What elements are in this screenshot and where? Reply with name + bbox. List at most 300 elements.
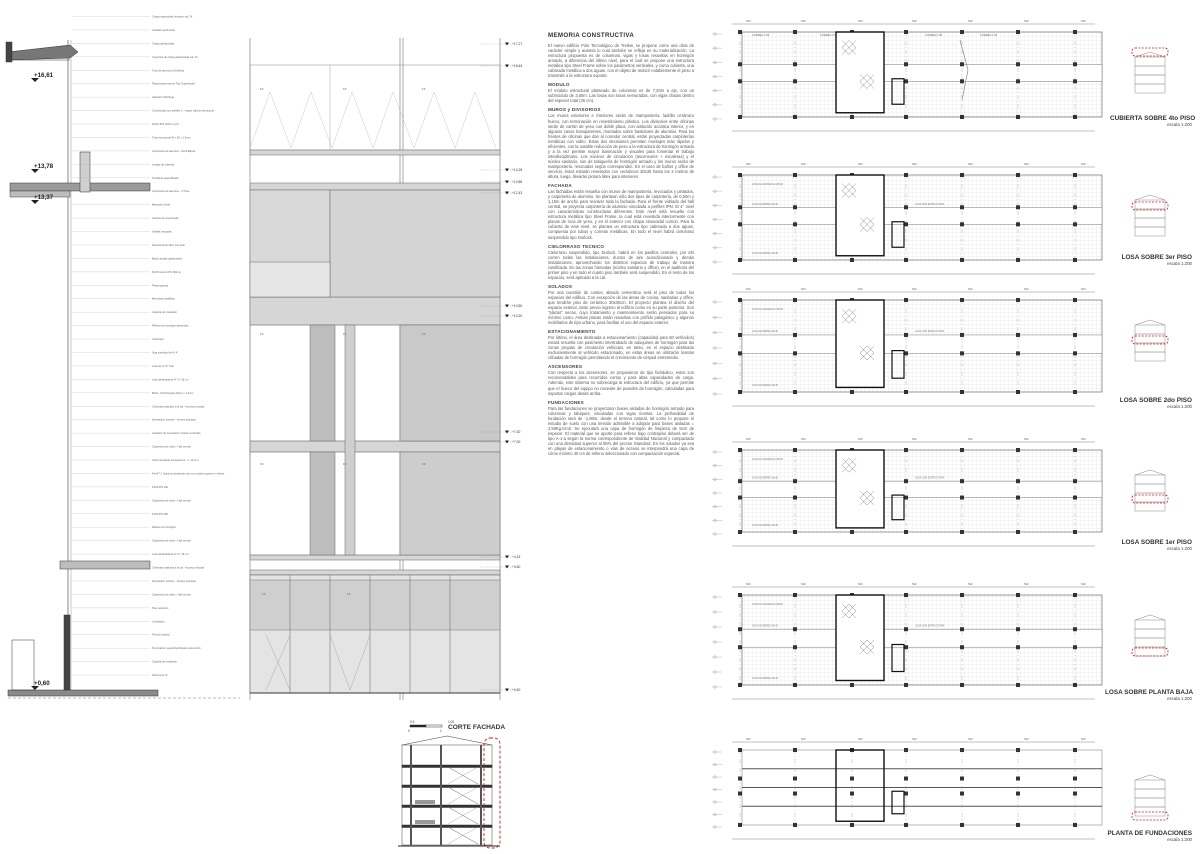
column [1073,79,1077,83]
column [960,351,964,355]
column [960,748,964,752]
column [310,325,335,441]
panel-mark: FF [422,462,426,466]
column [1016,62,1020,66]
core-walls [836,450,884,528]
planter-box [12,640,34,690]
key-section [1132,775,1168,820]
column [1016,258,1020,262]
floor-plan [712,582,1168,699]
column [1073,823,1077,827]
column [1016,823,1020,827]
annotation: Conformado con perfiles C - según cálculo estructural [152,109,214,113]
memoria-section-title: SOLADOS [548,283,573,289]
annotation: Caucho de impermeab. [152,217,179,221]
key-roof [1135,470,1165,475]
column [738,62,742,66]
column [904,748,908,752]
dimension-label: 540 [746,737,751,741]
annotation: Terminación superficial Alisado cementicio [152,647,201,651]
annotation: Piedra granza [152,284,169,288]
column [410,745,412,845]
level-label: +0,60 [512,688,521,692]
dimension-label: 540 [968,737,973,741]
column [738,79,742,83]
annotation: Chapa galvanizada [152,42,175,46]
column [904,683,908,687]
memoria-section-text: El módulo estructural planteado de columnas es de 7,20m a eje, con un submódulo de 3,60m. Las losas son losas nervuradas, con vigas chatas dentro del espesor total (35 cm). [548,88,694,104]
column [1073,173,1077,177]
level-label: +14,25 [512,168,523,172]
dimension-label: 540 [801,162,806,166]
column [793,683,797,687]
dimension-label: 540 [912,19,917,23]
dimension-label: 540 [1081,437,1086,441]
annotation: Cielorraso [152,338,164,342]
beam-label: CORREA C 80 [752,34,770,37]
column [1073,333,1077,337]
annotation: Perfil IPN 160 [152,485,169,489]
key-roof [1135,320,1165,325]
column [960,79,964,83]
column [1016,627,1020,631]
annotation: Artefacto de iluminación exterior embutido [152,432,201,436]
slab [402,805,492,808]
column [738,645,742,649]
scale-label: 0 [408,729,410,733]
annotation: Perfil "U" aluminio anodizado nat. con zócalo superior e inferior [152,472,225,476]
column [850,792,854,796]
column [738,298,742,302]
scale-label: 1 [440,729,442,733]
slab-lower [60,561,150,569]
column [793,748,797,752]
scale-label: 0.5 [410,720,415,724]
column [960,593,964,597]
memoria-section-title: ASCENSORES [548,364,583,370]
level-label: +7,00 [512,440,521,444]
facade-elevation [250,38,522,700]
column [960,298,964,302]
slab-label: LOSA ALIVIANADA E=20CM [752,458,783,461]
column [738,351,742,355]
roof-edge [8,45,78,60]
level-label: +4,15 [512,555,521,559]
scale-label: 1.00 [448,720,455,724]
column [738,258,742,262]
column [904,448,908,452]
panel-mark: FF [343,332,347,336]
column [1016,390,1020,394]
slab [402,785,492,788]
panel-mark: FF [343,87,347,91]
column [904,823,908,827]
floor-band [250,150,500,155]
plan-label-planta-baja [1105,689,1192,701]
core-walls [836,32,884,113]
corridor-band [742,335,1102,353]
dimension-label: 540 [968,582,973,586]
column [1016,593,1020,597]
memoria-section-fundaciones [548,400,694,456]
level-label: +10,20 [512,314,523,318]
column [1073,748,1077,752]
column [850,823,854,827]
memoria-section-muros [548,107,694,179]
floor-band [250,555,500,560]
level-label: +13,37 [34,194,54,201]
column [1016,333,1020,337]
column [738,30,742,34]
dimension-label: 540 [912,582,917,586]
column [1016,748,1020,752]
column [1016,115,1020,119]
column [960,448,964,452]
dimension-label: 540 [1024,162,1029,166]
annotation: Piso cerámico [152,606,169,610]
annotation: Relleno de hormigón [152,526,176,530]
column [793,205,797,209]
floor-band [250,297,500,325]
column [1073,792,1077,796]
dimension-label: 540 [746,287,751,291]
column [1073,30,1077,34]
column [793,777,797,781]
dimension-label: 540 [801,287,806,291]
plan-name: LOSA SOBRE 1er PISO [1121,539,1192,546]
column [1073,222,1077,226]
column [1073,627,1077,631]
column [960,115,964,119]
key-section [1132,615,1168,656]
parapet-detail [80,152,90,192]
dimension-label: 540 [746,19,751,23]
memoria-intro: El nuevo edificio Polo Tecnológico de Trelew, se propone como una obra de carácter simple y austera lo cual también se refleja en su materialización. La estructura propuesta es de columnas, vigas y losas resueltas en hormigón armado, a diferencia del último nivel, para el cual se propone una estructura metálica tipo Steel Frame sobre los parámetros verticales, y como cubierta, una cabreada metálica a dos aguas, con el objeto de reducir notablemente el peso a transmitir a la estructura soporte. [548,43,694,79]
core-walls [836,595,884,681]
column [793,448,797,452]
dimension-label: 540 [746,162,751,166]
column [960,627,964,631]
column [960,683,964,687]
column [850,777,854,781]
annotation: Pavimento Hº [152,674,168,678]
annotation: Tornillería especificada [152,176,179,180]
annotation: Contrapiso [152,620,165,624]
plan-scale: escala 1:200 [1167,404,1192,409]
annotation: Tubo de aluminio (Geofibra) [152,69,185,73]
furniture [415,800,435,804]
column [1073,479,1077,483]
column [1073,777,1077,781]
slab-label: LOSA CON ESTRUCTURA [915,476,945,480]
annotation: Carpintería de vidrio - Hall central [152,593,191,597]
corte-fachada-section [398,720,500,848]
column [960,823,964,827]
dimension-label: 540 [1024,287,1029,291]
key-section [1132,48,1168,93]
column [793,333,797,337]
plan-scale: escala 1:200 [1167,696,1192,701]
plan-name: PLANTA DE FUNDACIONES [1107,830,1192,837]
key-section [1132,320,1168,361]
plan-label-1er-piso [1110,539,1192,551]
memoria-section-text: Por una cuestión de costos, alisado cementicio será el piso de todos los espacios del edificio. Con excepción de las áreas de cocina, sanitarias y office, que tendrán piso de cerámico 30x30cm. El proyecto plantea el diseño del espacio exterior, tanto previo ingreso al edificio como en su parte posterior. Son "plazas" secas, cuyo tratamiento y mantenimiento serán pensados para su mínimo costo. Ambas plazas están resueltas con pórfido patagónico y algunos mobiliarios de tipo urbano, para facilitar el uso del espacio exterior. [548,289,694,326]
column [960,173,964,177]
key-roof [1135,775,1165,780]
column [793,645,797,649]
column [793,173,797,177]
column [960,792,964,796]
column [738,683,742,687]
column [850,390,854,394]
annotation: Chapa trapezoidal cincalum cal. 24 [152,15,193,19]
column [1016,496,1020,500]
panel-mark: FF [422,332,426,336]
annotation: Buña - Perfil ángulo 20mm x 1,2mm [152,391,194,395]
scale-bar [426,725,442,727]
memoria-section-ascensores [548,364,694,395]
slab-label: LOSA ALIVIANADA E=20CM [752,308,783,311]
key-section [1132,195,1168,236]
plan-name: LOSA SOBRE 3er PISO [1121,254,1192,261]
column [960,30,964,34]
column [850,258,854,262]
column [904,115,908,119]
column [793,30,797,34]
annotation: Varillas roscadas [152,230,172,234]
core-walls [836,175,884,256]
column [904,258,908,262]
dimension-label: 540 [801,737,806,741]
column [1016,792,1020,796]
annotation: Carpeta de nivelación [152,660,178,664]
column [793,62,797,66]
plan-scale: escala 1:200 [1167,546,1192,551]
floor-plans [712,19,1168,839]
annotation: Revestimiento fibro cemento [152,243,185,247]
dimension-label: 540 [858,19,863,23]
panel-mark: FF [343,462,347,466]
truss-line [414,92,496,148]
column [738,479,742,483]
corte-title: CORTE FACHADA [448,724,506,731]
column [1016,173,1020,177]
column [793,823,797,827]
floor-band [250,570,500,575]
dimension-label: 540 [858,737,863,741]
plan-label-fundaciones [1105,830,1192,842]
annotation: Carpintería de vidrio - Hall central [152,445,191,449]
memoria-section-title: ESTACIONAMIENTO [548,329,596,335]
column [738,748,742,752]
column [793,627,797,631]
annotation: Perfil Canal UPN 160mm [152,270,181,274]
key-section [1132,470,1168,511]
dimension-label: 540 [858,582,863,586]
key-roof [1135,195,1165,200]
column [904,479,908,483]
column [793,496,797,500]
column [440,745,442,845]
annotation: Cupertina de chapa galvanizada cal. 24 [152,55,198,59]
wall-section-detail [6,15,240,699]
dimension-label: 540 [746,582,751,586]
slab-label: VIGA DE BORDE 20x45 [752,624,778,628]
corridor-band [742,207,1102,224]
slab [402,765,492,768]
memoria-section-title: FUNDACIONES [548,399,584,405]
dimension-label: 540 [858,287,863,291]
column [904,30,908,34]
memoria-section-text: Cielorraso suspendido, tipo Durlock, habrá en los pasillos centrales, por ahí corren todas las instalaciones, ductos de aire acondicionado y demás instalaciones, aprovechando los distintos espacios de trabajo de manera ramificada. En las zonas húmedas (núcleo sanitario y office), en el auditorio del primer piso y en todo el cuarto piso también será suspendido. En el resto de los espacios, será aplicado a la cal. [548,249,694,280]
column [793,351,797,355]
column [1073,593,1077,597]
dimension-label: 540 [1081,737,1086,741]
floor-plan [712,19,1168,131]
annotation: Carpintería de aluminio - Perfil Ellipse [152,149,196,153]
memoria-title: MEMORIA CONSTRUCTIVA [548,32,635,39]
annotation: Losa alivianada de H° A° 15 cm [152,553,189,557]
annotation: Cielorraso aplicado a la cal - Acceso principal [152,405,205,409]
level-label: +16,61 [34,72,54,79]
beam-label: CORREA C 80 [980,34,998,37]
dimension-label: 540 [1024,19,1029,23]
dimension-label: 540 [801,582,806,586]
column [1016,79,1020,83]
column [738,823,742,827]
column [1016,530,1020,534]
column [960,258,964,262]
column [793,222,797,226]
memoria-section-text: Con respecto a los ascensores, se propusieron de tipo hidráulico, estos son recomendables para recorridos cortos y para altas capacidades de carga. Además, este sistema no sobrecarga la estructura del edificio, ya que permite que el hueco del equipo no necesite de paredes de hormigón, calculadas para soportar cargas desde arriba. [548,370,694,396]
floor-plan [712,437,1168,546]
column [793,115,797,119]
memoria-section-text: Las fachadas están resuelta con muros de mampostería, revocados y pintados, y carpintería de aluminio. Se plantean sólo dos tipos de carpintería, de 0,50m y 1,15m de ancho para resolver toda la fachada. Para el frente vidriado del hall central, se proyecta carpintería de aluminio vinculada a perfiles IPN. El 4° nivel con características constructivas diferentes. Este nivel está resuelto con estructura metálica tipo Steel Frame, la cual está revestida interiormente con placas de roca de yeso, y en el exterior con chapa sinusoidal común. Para la cubierta de este nivel, se plantea un estructura tipo cabreada a dos aguas, compuesta por tubos y correas metálicas. En todo el nivel habrá cielorraso suspendido tipo Durlock. [548,189,694,240]
dimension-label: 540 [1081,582,1086,586]
column [1016,448,1020,452]
dimension-label: 540 [801,437,806,441]
column [904,298,908,302]
slab-label: VIGA DE BORDE 20x45 [752,384,778,387]
column [904,627,908,631]
slab-label: VIGA DE BORDE 20x45 [752,330,778,334]
column [1073,683,1077,687]
column [850,115,854,119]
column [310,452,335,555]
truss-line [250,92,332,148]
column [1073,390,1077,394]
memoria-section-estacionamiento [548,329,694,360]
annotation: Losa alivianada de H° A° 15 cm [152,378,189,382]
floor-plan [712,162,1168,274]
column [1016,205,1020,209]
column [1016,222,1020,226]
column [793,258,797,262]
column [793,479,797,483]
column [1016,683,1020,687]
slab [402,825,492,828]
beam-label: CORREA C 80 [820,34,838,37]
corridor-band [742,64,1102,81]
annotation: Carpeta de nivelación [152,311,178,315]
floor-band [250,183,500,190]
annotation: Carpintería de aluminio - 4° Piso [152,190,190,194]
memoria-section-text: Por último, el área destinada a estacionamiento (capacidad para 50 vehículos) estará resuelta con pavimento intertrabado de adoquines de hormigón para las zonas propias de circulación vehicular, en tanto, en el espacio destinado exclusivamente al vehículo estacionado, en estas áreas se utilizarán losetas cribadas de hormigón permitiendo el crecimiento de césped entremedio. [548,335,694,361]
wall-panel [330,190,500,297]
column [960,333,964,337]
memoria-constructiva [548,32,694,456]
annotation: Anclaje de cubierta [152,163,175,167]
plan-scale: escala 1:200 [1167,122,1192,127]
plan-label-cubierta [1110,115,1196,127]
column [904,333,908,337]
roof-line [402,736,492,745]
beam-label: CORREA C 80 [925,34,943,37]
panel-mark: FF [260,87,264,91]
column [960,530,964,534]
annotation: Carpintería de vidrio - Hall central [152,539,191,543]
column [850,683,854,687]
key-highlight [1132,648,1168,656]
level-label: +13,88 [512,180,523,184]
dimension-label: 540 [1081,287,1086,291]
annotation: Tubo estructural 60 x 60 x 1,6mm [152,136,191,140]
annotation: Iluminación exterior - Acceso principal [152,579,196,583]
level-label: +10,50 [512,304,523,308]
slab-label: VIGA DE BORDE 20x45 [752,252,778,255]
plan-scale: escala 1:200 [1167,837,1192,842]
dimension-label: 540 [912,437,917,441]
column [960,777,964,781]
column [793,530,797,534]
column [738,205,742,209]
column [793,298,797,302]
column [1073,115,1077,119]
column [738,627,742,631]
memoria-section-title: MODULO [548,82,570,88]
memoria-section-title: MUROS y DIVISORIOS [548,107,601,113]
slab-label: VIGA DE BORDE 20x45 [752,524,778,527]
dimension-label: 540 [858,162,863,166]
column [1073,298,1077,302]
column [1016,777,1020,781]
annotation: Perfil IPN 160 [152,512,169,516]
corridor-band [742,629,1102,647]
column [738,333,742,337]
dimension-label: 540 [801,19,806,23]
column [1073,62,1077,66]
annotation: Relleno de hormigón alivianado [152,324,189,328]
core-walls [836,300,884,387]
slab-label: LOSA CON ESTRUCTURA [915,330,945,334]
level-label: +16,63 [512,64,523,68]
upper-cladding [250,65,500,150]
gutter-profile [6,42,12,62]
floor-plan [712,287,1168,406]
panel-mark: FF [260,462,264,466]
wall-panel [250,262,330,297]
column [1073,258,1077,262]
curtain-wall-band [250,580,500,630]
slab-label: VIGA DE BORDE 20x45 [752,202,778,206]
column [480,745,482,845]
floor-plan [712,737,1168,839]
column [1073,645,1077,649]
slab-label: LOSA CON ESTRUCTURA [915,202,945,206]
elevator-shaft [892,791,904,814]
column [904,173,908,177]
column [738,390,742,394]
